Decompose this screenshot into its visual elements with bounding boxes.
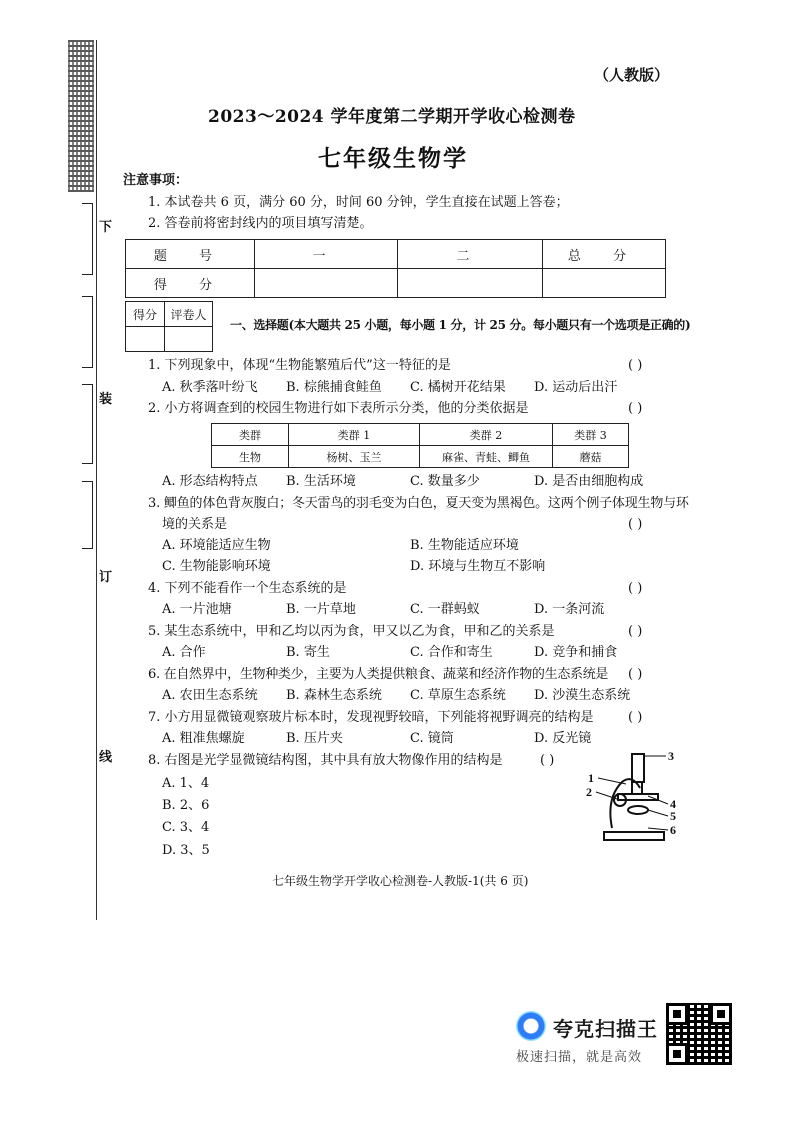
grader-cell (165, 327, 213, 352)
q5-option-c: C. 合作和寄生 (410, 645, 493, 660)
grader-header-marker: 评卷人 (165, 302, 213, 327)
microscope-eyepiece-tube (632, 754, 644, 782)
classification-table (211, 423, 629, 468)
score-cell (398, 269, 543, 298)
q6-option-b: B. 森林生态系统 (286, 688, 382, 703)
microscope-diagram (582, 748, 682, 844)
q8-option-a: A. 1、4 (162, 776, 210, 791)
q4-option-c: C. 一群蚂蚁 (410, 602, 480, 617)
score-header-part1: 一 (255, 240, 398, 269)
microscope-base (604, 832, 664, 840)
page-footer: 七年级生物学开学收心检测卷-人教版-1(共 6 页) (272, 874, 529, 888)
microscope-label-2: 2 (586, 785, 592, 799)
q8-option-b: B. 2、6 (162, 798, 210, 813)
q1-option-d: D. 运动后出汗 (534, 380, 618, 395)
microscope-label-5: 5 (670, 809, 676, 823)
score-cell (255, 269, 398, 298)
q1-option-c: C. 橘树开花结果 (410, 380, 506, 395)
exam-title: 2023～2024 学年度第二学期开学收心检测卷 (208, 107, 576, 127)
grader-table (125, 301, 213, 352)
scanner-logo-icon (516, 1011, 546, 1041)
q6-option-c: C. 草原生态系统 (410, 688, 506, 703)
q5-option-b: B. 寄生 (286, 645, 330, 660)
q3-option-d: D. 环境与生物互不影响 (410, 559, 546, 574)
question-5-stem: 5. 某生态系统中，甲和乙均以丙为食，甲又以乙为食，甲和乙的关系是 (148, 624, 555, 639)
binding-bracket (82, 481, 93, 549)
q7-option-d: D. 反光镜 (534, 731, 592, 746)
q6-option-d: D. 沙漠生态系统 (534, 688, 631, 703)
binding-label-xian: 线 (99, 750, 113, 765)
q7-option-c: C. 镜筒 (410, 731, 454, 746)
answer-paren: ( ) (628, 710, 643, 725)
answer-paren: ( ) (628, 581, 643, 596)
notice-item-1: 1. 本试卷共 6 页，满分 60 分，时间 60 分钟，学生直接在试题上答卷； (148, 195, 569, 210)
q7-option-a: A. 粗准焦螺旋 (162, 731, 245, 746)
question-3-stem-cont: 境的关系是 (162, 517, 228, 532)
question-8-stem: 8. 右图是光学显微镜结构图，其中具有放大物像作用的结构是 (148, 753, 503, 768)
answer-paren: ( ) (628, 358, 643, 373)
class-cell-3: 蘑菇 (553, 446, 629, 468)
question-1-stem: 1. 下列现象中，体现“生物能繁殖后代”这一特征的是 (148, 358, 451, 373)
q6-option-a: A. 农田生态系统 (162, 688, 258, 703)
class-cell-2: 麻雀、青蛙、鲫鱼 (420, 446, 553, 468)
q2-option-c: C. 数量多少 (410, 474, 480, 489)
q8-option-d: D. 3、5 (162, 843, 210, 858)
score-row-label: 得 分 (126, 269, 255, 298)
microscope-label-3: 3 (668, 749, 674, 763)
q2-option-b: B. 生活环境 (286, 474, 356, 489)
subject-title: 七年级生物学 (318, 145, 468, 172)
class-header-0: 类群 (212, 424, 289, 446)
q3-option-b: B. 生物能适应环境 (410, 538, 519, 553)
class-header-2: 类群 2 (420, 424, 553, 446)
answer-paren: ( ) (628, 517, 643, 532)
notice-heading: 注意事项： (123, 173, 189, 188)
score-header-part2: 二 (398, 240, 543, 269)
q5-option-d: D. 竞争和捕食 (534, 645, 618, 660)
question-2-stem: 2. 小方将调查到的校园生物进行如下表所示分类，他的分类依据是 (148, 401, 529, 416)
edition-label: （人教版） (594, 66, 670, 84)
q3-option-a: A. 环境能适应生物 (162, 538, 271, 553)
binding-line (96, 40, 97, 920)
score-table (125, 239, 666, 298)
microscope-label-4: 4 (670, 797, 676, 811)
answer-paren: ( ) (540, 753, 555, 768)
q2-option-a: A. 形态结构特点 (162, 474, 258, 489)
binding-bracket (82, 203, 93, 275)
answer-paren: ( ) (628, 667, 643, 682)
q8-option-c: C. 3、4 (162, 820, 210, 835)
class-header-3: 类群 3 (553, 424, 629, 446)
section1-heading: 一、选择题(本大题共 25 小题，每小题 1 分，计 25 分。每小题只有一个选项是正确的) (230, 318, 691, 332)
scanner-qr-code (666, 1003, 732, 1065)
q4-option-d: D. 一条河流 (534, 602, 605, 617)
score-header-label: 题 号 (126, 240, 255, 269)
answer-paren: ( ) (628, 624, 643, 639)
q4-option-a: A. 一片池塘 (162, 602, 232, 617)
answer-paren: ( ) (628, 401, 643, 416)
q1-option-a: A. 秋季落叶纷飞 (162, 380, 258, 395)
class-cell-0: 生物 (212, 446, 289, 468)
grader-cell (126, 327, 165, 352)
grader-header-score: 得分 (126, 302, 165, 327)
binding-label-xia: 下 (99, 220, 113, 235)
q3-option-c: C. 生物能影响环境 (162, 559, 271, 574)
binding-bracket (82, 384, 93, 464)
scanner-slogan: 极速扫描，就是高效 (516, 1050, 643, 1065)
microscope-mirror (628, 806, 648, 814)
binding-label-zhuang: 装 (99, 392, 113, 407)
binding-label-ding: 订 (99, 570, 113, 585)
q4-option-b: B. 一片草地 (286, 602, 356, 617)
score-header-total: 总 分 (543, 240, 666, 269)
scanner-brand: 夸克扫描王 (553, 1017, 658, 1041)
score-cell (543, 269, 666, 298)
question-3-stem: 3. 鲫鱼的体色背灰腹白；冬天雷鸟的羽毛变为白色，夏天变为黑褐色。这两个例子体现生物与环 (148, 496, 689, 511)
notice-item-2: 2. 答卷前将密封线内的项目填写清楚。 (148, 216, 373, 231)
q7-option-b: B. 压片夹 (286, 731, 343, 746)
q5-option-a: A. 合作 (162, 645, 206, 660)
q1-option-b: B. 棕熊捕食鲑鱼 (286, 380, 382, 395)
question-7-stem: 7. 小方用显微镜观察玻片标本时，发现视野较暗，下列能将视野调亮的结构是 (148, 710, 594, 725)
binding-bracket (82, 296, 93, 368)
binding-barcode (68, 40, 94, 192)
microscope-label-6: 6 (670, 823, 676, 837)
class-header-1: 类群 1 (289, 424, 420, 446)
class-cell-1: 杨树、玉兰 (289, 446, 420, 468)
question-4-stem: 4. 下列不能看作一个生态系统的是 (148, 581, 347, 596)
microscope-label-1: 1 (588, 771, 594, 785)
q2-option-d: D. 是否由细胞构成 (534, 474, 644, 489)
question-6-stem: 6. 在自然界中，生物种类少，主要为人类提供粮食、蔬菜和经济作物的生态系统是 (148, 667, 609, 682)
